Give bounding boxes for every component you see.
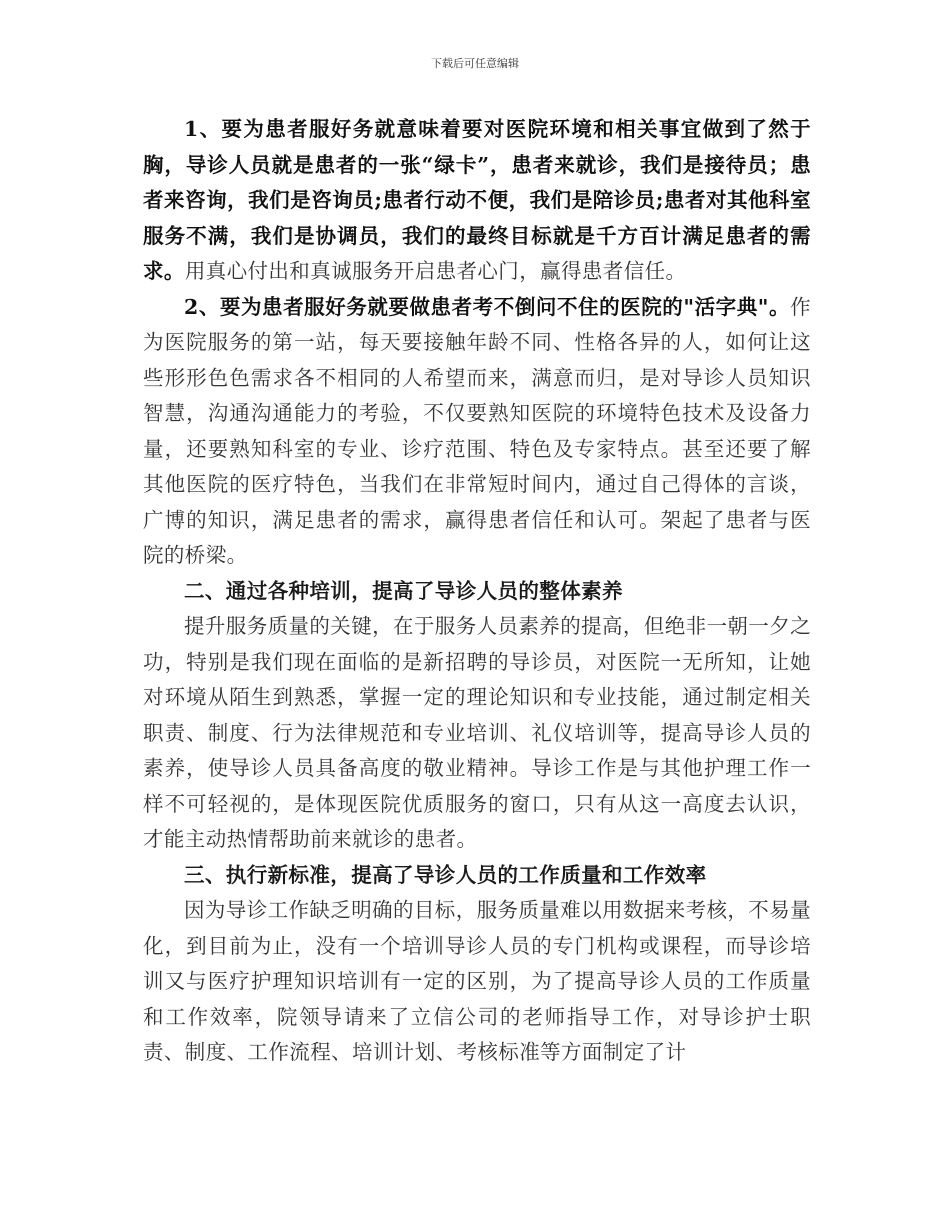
section-heading-2: 二、通过各种培训，提高了导诊人员的整体素养 [184, 578, 623, 603]
paragraph-2-bold: 2、要为患者服好务就要做患者考不倒问不住的医院的"活字典"。 [184, 294, 791, 319]
paragraph-3: 提升服务质量的关键，在于服务人员素养的提高，但绝非一朝一夕之功，特别是我们现在面临的是新招聘的导诊员，对医院一无所知，让她对环境从陌生到熟悉，掌握一定的理论知识和专业技能，通过制定相关职责、制度、行为法律规范和专业培训、礼仪培训等，提高导诊人员的素养，使导诊人员具备高度的敬业精神。导诊工作是与其他护理工作一样不可轻视的，是体现医院优质服务的窗口，只有从这一高度去认识，才能主动热情帮助前来就诊的患者。 [143, 614, 811, 851]
document-body [143, 112, 811, 1071]
paragraph-1-tail: 用真心付出和真诚服务开启患者心门，赢得患者信任。 [184, 259, 687, 283]
paragraph-2 [143, 290, 811, 574]
page-header: 下载后可任意编辑 [431, 57, 519, 70]
paragraph-1 [143, 112, 811, 290]
section-heading-3: 三、执行新标准，提高了导诊人员的工作质量和工作效率 [184, 862, 707, 887]
paragraph-2-tail: 作为医院服务的第一站，每天要接触年龄不同、性格各异的人，如何让这些形形色色需求各不相同的人希望而来，满意而归，是对导诊人员知识智慧，沟通沟通能力的考验，不仅要熟知医院的环境特色技术及设备力量，还要熟知科室的专业、诊疗范围、特色及专家特点。甚至还要了解其他医院的医疗特色，当我们在非常短时间内，通过自己得体的言谈，广博的知识，满足患者的需求，赢得患者信任和认可。架起了患者与医院的桥梁。 [143, 294, 811, 567]
paragraph-1-bold: 1、要为患者服好务就意味着要对医院环境和相关事宜做到了然于胸，导诊人员就是患者的一张“绿卡”，患者来就诊，我们是接待员；患者来咨询，我们是咨询员;患者行动不便，我们是陪诊员;患者对其他科室服务不满，我们是协调员，我们的最终目标就是千方百计满足患者的需求。 [143, 117, 811, 283]
paragraph-4: 因为导诊工作缺乏明确的目标，服务质量难以用数据来考核，不易量化，到目前为止，没有一个培训导诊人员的专门机构或课程，而导诊培训又与医疗护理知识培训有一定的区别，为了提高导诊人员的工作质量和工作效率，院领导请来了立信公司的老师指导工作，对导诊护士职责、制度、工作流程、培训计划、考核标准等方面制定了计 [143, 898, 811, 1064]
